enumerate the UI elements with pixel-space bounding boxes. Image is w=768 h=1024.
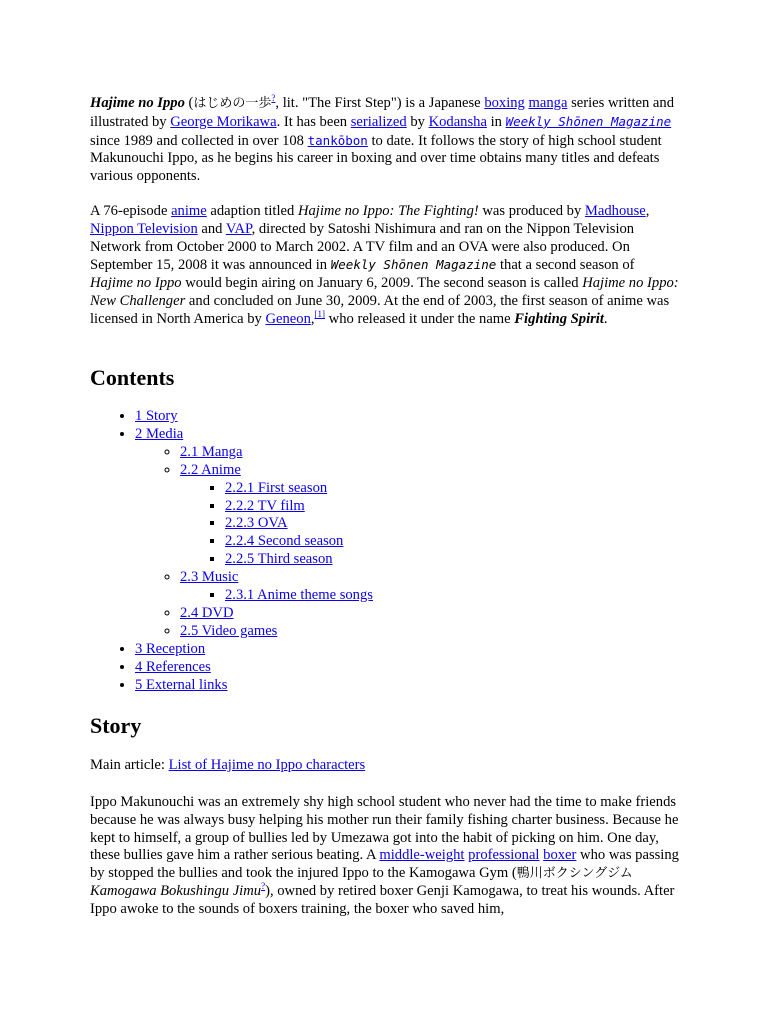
link-geneon[interactable]: Geneon (265, 310, 311, 327)
intro-paragraph: Hajime no Ippo (はじめの一歩?, lit. "The First Step") is a Japanese boxing manga series written and illustrated by George Morikawa. It has been serialized by Kodansha in Weekly Shōnen Magazine since 1989 and collected in over 108 tankōbon to date. It follows the story of high school student Makunouchi Ippo, as he begins his career in boxing and over time obtains many titles and defeats various opponents. (90, 93, 675, 185)
toc-sublist (180, 587, 725, 605)
link-vap[interactable]: VAP (225, 220, 252, 237)
link-weekly-shonen-magazine[interactable]: Weekly Shōnen Magazine (505, 113, 672, 129)
title-fighting-spirit: Fighting Spirit (514, 310, 604, 327)
toc-link-ova[interactable]: 2.2.3 OVA (225, 515, 288, 532)
table-of-contents (90, 408, 725, 695)
toc-item (225, 498, 725, 516)
toc-link-media[interactable]: 2 Media (135, 425, 184, 442)
link-madhouse[interactable]: Madhouse (584, 203, 646, 219)
toc-item (225, 533, 725, 551)
link-tankobon[interactable]: tankōbon (307, 132, 368, 148)
toc-link-tv-film[interactable]: 2.2.2 TV film (225, 497, 305, 514)
story-heading: Story (90, 713, 142, 738)
toc-item (225, 515, 725, 533)
toc-link-anime[interactable]: 2.2 Anime (180, 461, 241, 478)
gym-romaji-name: Kamogawa Bokushingu Jimu (90, 882, 262, 899)
toc-item (180, 444, 725, 462)
toc-link-reception[interactable]: 3 Reception (135, 640, 206, 657)
toc-item (180, 462, 725, 569)
toc-item (135, 408, 725, 426)
title-hajime-no-ippo-2: Hajime no Ippo (90, 275, 182, 292)
toc-item (135, 659, 725, 677)
toc-item (180, 605, 725, 623)
story-paragraph: Ippo Makunouchi was an extremely shy high school student who never had the time to make friends because he was always busy helping his mother run their family fishing charter business. Because he kept to himself, a group of bullies led by Umezawa got into the habit of picking on him. One day, these bullies gave him a rather serious beating. A middle-weight professional boxer who was passing by stopped the bullies and took the injured Ippo to the Kamogawa Gym (鴨川ボクシングジム Kamogawa Bokushingu Jimu?), owned by retired boxer Genji Kamogawa, to treat his wounds. After Ippo awoke to the sounds of boxers training, the boxer who saved him, (90, 794, 679, 917)
toc-link-video-games[interactable]: 2.5 Video games (180, 622, 278, 639)
toc-link-story[interactable]: 1 Story (135, 408, 178, 424)
japanese-title: はじめの一歩 (193, 96, 272, 111)
toc-link-music[interactable]: 2.3 Music (180, 569, 239, 586)
toc-item (135, 677, 725, 695)
link-middle-weight[interactable]: middle-weight (379, 847, 465, 864)
magazine-name: Weekly Shōnen Magazine (330, 257, 497, 273)
main-article-note: Main article: List of Hajime no Ippo characters (90, 757, 366, 773)
toc-link-first-season[interactable]: 2.2.1 First season (225, 479, 328, 496)
gym-japanese-name: 鴨川ボクシングジム (516, 866, 633, 882)
toc-sublist (135, 444, 725, 641)
toc-link-references[interactable]: 4 References (135, 658, 211, 675)
toc-item (180, 623, 725, 641)
contents-heading: Contents (90, 365, 175, 390)
link-manga[interactable]: manga (528, 95, 568, 111)
link-anime[interactable]: anime (171, 203, 207, 219)
link-serialized[interactable]: serialized (350, 113, 407, 130)
toc-link-dvd[interactable]: 2.4 DVD (180, 604, 234, 621)
toc-item (225, 480, 725, 498)
toc-item (135, 426, 725, 641)
toc-link-second-season[interactable]: 2.2.4 Second season (225, 533, 344, 550)
toc-item (135, 641, 725, 659)
help-link-2[interactable]: ? (261, 881, 266, 892)
toc-link-external-links[interactable]: 5 External links (135, 676, 228, 693)
link-professional[interactable]: professional (468, 847, 540, 864)
reference-1[interactable]: [1] (314, 308, 326, 319)
link-boxer[interactable]: boxer (543, 847, 577, 864)
title-hajime-no-ippo: Hajime no Ippo (90, 95, 185, 111)
title-the-fighting: Hajime no Ippo: The Fighting! (297, 203, 479, 219)
toc-item (225, 587, 725, 605)
link-list-of-characters[interactable]: List of Hajime no Ippo characters (168, 757, 366, 773)
toc-link-third-season[interactable]: 2.2.5 Third season (225, 551, 333, 568)
toc-item (225, 551, 725, 569)
toc-item (180, 569, 725, 605)
toc-link-anime-theme-songs[interactable]: 2.3.1 Anime theme songs (225, 587, 373, 604)
link-nippon-television[interactable]: Nippon Television (90, 220, 198, 237)
link-george-morikawa[interactable]: George Morikawa (170, 113, 277, 130)
link-boxing[interactable]: boxing (484, 95, 525, 111)
anime-paragraph: A 76-episode anime adaption titled Hajime no Ippo: The Fighting! was produced by Madhouse, Nippon Television and VAP, directed by Satoshi Nishimura and ran on the Nippon Television Network from October 2000 to March 2002. A TV film and an OVA were also produced. On September 15, 2008 it was announced in Weekly Shōnen Magazine that a second season of Hajime no Ippo would begin airing on January 6, 2009. The second season is called Hajime no Ippo: New Challenger and concluded on June 30, 2009. At the end of 2003, the first season of anime was licensed in North America by Geneon,[1] who released it under the name Fighting Spirit. (90, 203, 679, 327)
title-new-challenger: Hajime no Ippo: New Challenger (90, 275, 679, 309)
toc-link-manga[interactable]: 2.1 Manga (180, 443, 243, 460)
link-kodansha[interactable]: Kodansha (428, 113, 487, 130)
help-link[interactable]: ? (271, 93, 276, 104)
toc-sublist (180, 480, 725, 570)
